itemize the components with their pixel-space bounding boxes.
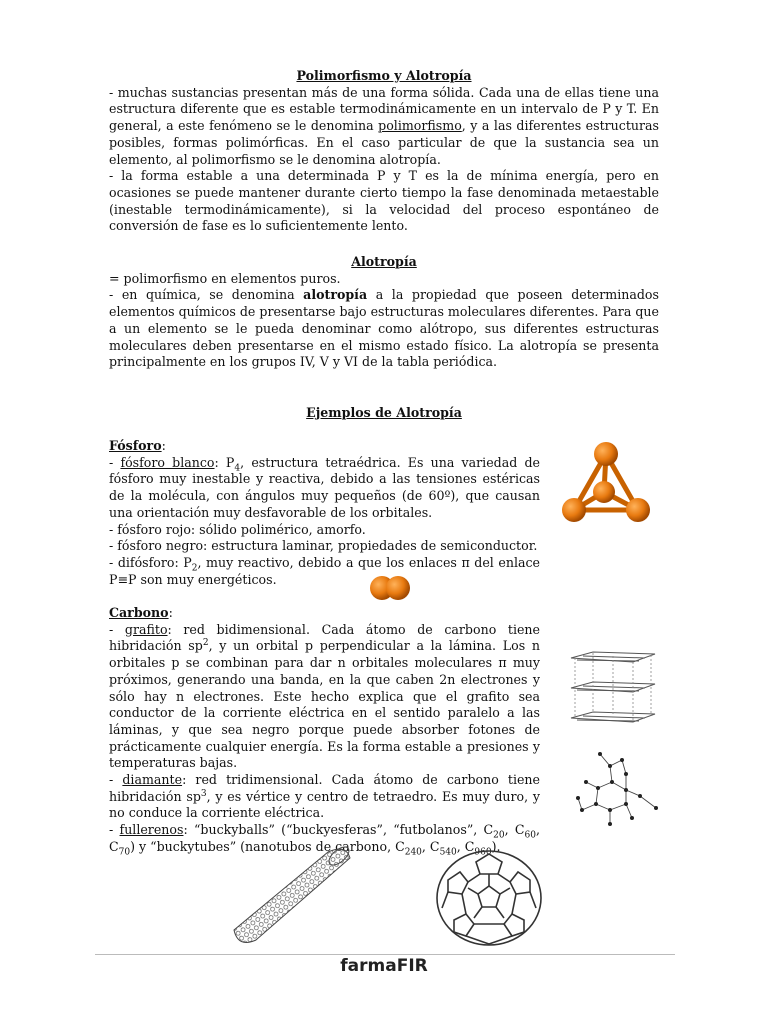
subheading-carbono <box>109 605 540 622</box>
term-polimorfismo: polimorfismo <box>378 118 462 134</box>
text-run: , y un orbital p perpendicular a la lámina. Los n orbitales p se combinan para dar n orbitales moleculares π muy próximos, generando una banda, en la que caben 2n electrones y sólo hay n electrones. Este hecho explica que el grafito sea conductor de la corriente eléctrica en el sentido paralelo a las láminas, y que sea negro porque puede absorber fotones de prácticamente cualquier energía. Es la forma estable a presiones y temperaturas bajas. <box>109 638 540 771</box>
paragraph-fosforo-blanco <box>109 455 540 522</box>
subheading-fosforo <box>109 438 540 455</box>
carbon-nanotube-figure <box>232 846 352 946</box>
superscript: 3 <box>200 788 207 799</box>
paragraph-fosforo-negro: - fósforo negro: estructura laminar, propiedades de semiconductor. <box>109 538 538 554</box>
text-run: : P <box>214 454 235 470</box>
section-title-ejemplos: Ejemplos de Alotropía <box>306 405 462 420</box>
p4-tetrahedron-figure <box>556 440 660 528</box>
term-alotropia: alotropía <box>303 287 368 303</box>
section-polimorfismo <box>109 68 659 235</box>
footer-brand: farmaFIR <box>340 956 428 976</box>
text-run: , C <box>421 838 440 854</box>
term-fullerenos: fullerenos <box>119 822 184 838</box>
text-run: : “buckyballs” (“buckyesferas”, “futbolanos”, C <box>183 822 494 838</box>
graphite-layers-figure <box>563 648 661 726</box>
section-ejemplos <box>109 405 659 422</box>
paragraph-diamante <box>109 772 540 822</box>
section-alotropia <box>109 254 659 371</box>
text-run: - en química, se denomina <box>109 287 304 303</box>
text-run: , C <box>456 838 475 854</box>
text-run: , estructura tetraédrica. Es una variedad de fósforo muy inestable y reactiva, debido a las tensiones estéricas de la molécula, con ángulos muy pequeños (de 60º), que causan una orientación muy desfavorable de los orbitales. <box>109 454 540 520</box>
diamond-lattice-figure <box>570 746 666 830</box>
text-run: - <box>109 772 123 788</box>
subscript: 960 <box>474 847 492 858</box>
text-run: - <box>109 822 120 838</box>
text-run: : red tridimensional. Cada átomo de carbono tiene hibridación sp <box>109 772 540 804</box>
text-run: , C <box>109 822 540 854</box>
text-run: : red bidimensional. Cada átomo de carbono tiene hibridación sp <box>109 621 541 654</box>
section-title-polimorfismo: Polimorfismo y Alotropía <box>296 68 472 83</box>
text-run: - <box>109 621 125 637</box>
p2-molecule-figure <box>367 572 413 604</box>
footer-divider <box>95 954 675 955</box>
text-run: : <box>161 438 166 453</box>
text-run: , C <box>504 822 525 838</box>
text-run: : <box>168 605 173 620</box>
text-run: - <box>109 454 121 470</box>
buckyball-figure <box>434 848 544 948</box>
paragraph: = polimorfismo en elementos puros. <box>109 270 341 286</box>
superscript: 2 <box>202 638 209 649</box>
text-run: , muy reactivo, debido a que los enlaces π del enlace P≡P son muy energéticos. <box>109 554 540 587</box>
text-run: - muchas sustancias presentan más de una forma sólida. Cada una de ellas tiene una estructura diferente que es estable termodinámicamente en un intervalo de P y T. En general, a este fenómeno se le denomina <box>109 84 659 134</box>
section-title-alotropia: Alotropía <box>351 254 417 269</box>
text-run: ) y “buckytubes” (nanotubos de carbono, C <box>130 838 405 854</box>
paragraph-fosforo-rojo: - fósforo rojo: sólido polimérico, amorfo. <box>109 521 366 537</box>
text-run: - difósforo: P <box>109 554 192 570</box>
subsection-fosforo <box>109 438 540 588</box>
subscript: 540 <box>439 847 457 858</box>
paragraph <box>109 287 659 371</box>
text-run: , y es vértice y centro de tetraedro. Es muy duro, y no conduce la corriente eléctrica. <box>109 788 540 821</box>
term-diamante: diamante <box>122 772 183 788</box>
subscript: 2 <box>191 563 198 574</box>
text-run: a la propiedad que poseen determinados elementos químicos de presentarse bajo estructuras moleculares diferentes. Para que a un elemento se le pueda denominar como alótropo, sus diferentes estructuras moleculares deben presentarse en el mismo estado físico. La alotropía se presenta principalmente en los grupos IV, V y VI de la tabla periódica. <box>109 287 659 370</box>
subscript: 70 <box>118 847 131 858</box>
paragraph <box>109 85 659 169</box>
term-fosforo-blanco: fósforo blanco <box>120 454 215 470</box>
paragraph: - la forma estable a una determinada P y T es la de mínima energía, pero en ocasiones se puede mantener durante cierto tiempo la fase denominada metaestable (inestable termodinámicamente), si la velocidad del proceso espontáneo de conversión de fase es lo suficientemente lento. <box>109 168 659 234</box>
text-run: , y a las diferentes estructuras posibles, formas polimórficas. En el caso particular de que la sustancia sea un elemento, al polimorfismo se le denomina alotropía. <box>109 118 660 167</box>
subscript: 4 <box>234 463 241 474</box>
paragraph-grafito <box>109 622 540 772</box>
term-grafito: grafito <box>124 621 168 637</box>
subheading-text: Carbono <box>109 605 169 620</box>
subsection-carbono <box>109 605 540 856</box>
subheading-text: Fósforo <box>109 438 162 453</box>
subscript: 20 <box>493 830 505 841</box>
subscript: 240 <box>404 847 422 858</box>
subscript: 60 <box>524 830 536 841</box>
paragraph-difosforo <box>109 555 540 588</box>
text-run: ). <box>491 838 501 854</box>
